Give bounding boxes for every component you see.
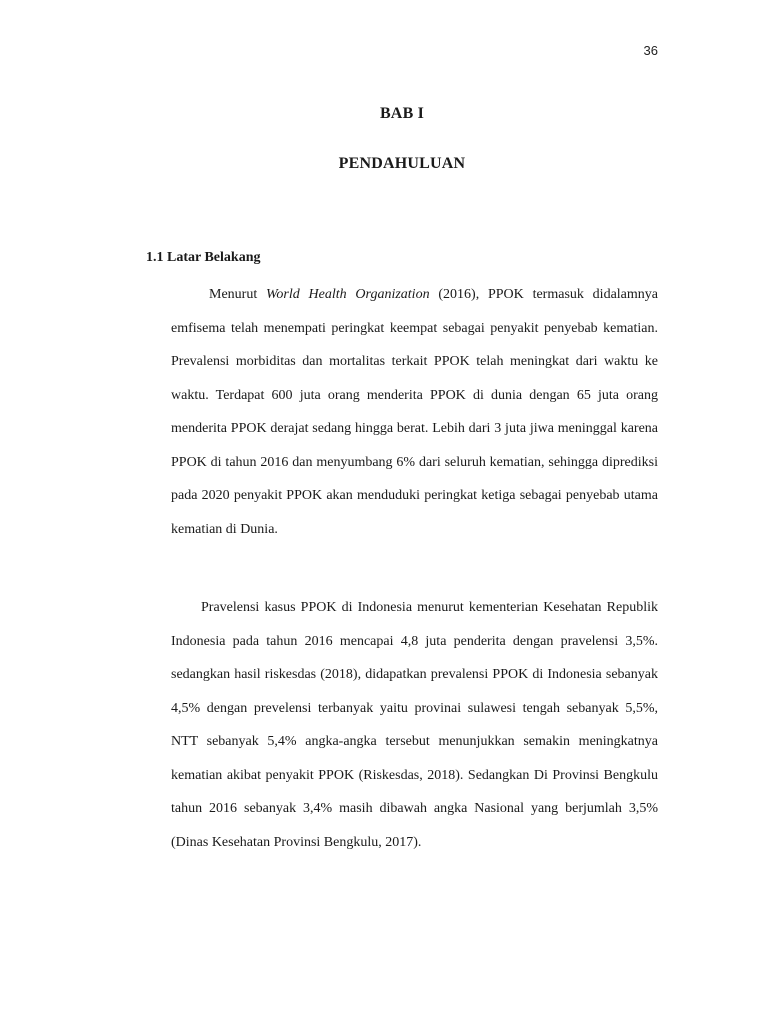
paragraph-1 (171, 278, 658, 546)
chapter-label: BAB I (379, 105, 425, 122)
paragraph-1-body: (2016), PPOK termasuk didalamnya emfisema telah menempati peringkat keempat sebagai penyakit penyebab kematian. Prevalensi morbiditas dan mortalitas terkait PPOK telah meningkat dari waktu ke waktu. Terdapat 600 juta orang menderita PPOK di dunia dengan 65 juta orang menderita PPOK derajat sedang hingga berat. Lebih dari 3 juta jiwa meninggal karena PPOK di tahun 2016 dan menyumbang 6% dari seluruh kematian, sehingga diprediksi pada 2020 penyakit PPOK akan menduduki peringkat ketiga sebagai penyebab utama kematian di Dunia. (171, 287, 658, 537)
paragraph-1-lead: Menurut (209, 287, 267, 302)
section-heading: 1.1 Latar Belakang (146, 250, 261, 265)
chapter-title: PENDAHULUAN (338, 155, 466, 172)
page-number: 36 (643, 43, 658, 58)
organization-name: World Health Organization (266, 287, 430, 302)
paragraph-2: Pravelensi kasus PPOK di Indonesia menurut kementerian Kesehatan Republik Indonesia pada tahun 2016 mencapai 4,8 juta penderita dengan pravelensi 3,5%. sedangkan hasil riskesdas (2018), didapatkan prevalensi PPOK di Indonesia sebanyak 4,5% dengan prevelensi terbanyak yaitu provinai sulawesi tengah sebanyak 5,5%, NTT sebanyak 5,4% angka-angka tersebut menunjukkan semakin meningkatnya kematian akibat penyakit PPOK (Riskesdas, 2018). Sedangkan Di Provinsi Bengkulu tahun 2016 sebanyak 3,4% masih dibawah angka Nasional yang berjumlah 3,5% (Dinas Kesehatan Provinsi Bengkulu, 2017). (171, 600, 658, 850)
